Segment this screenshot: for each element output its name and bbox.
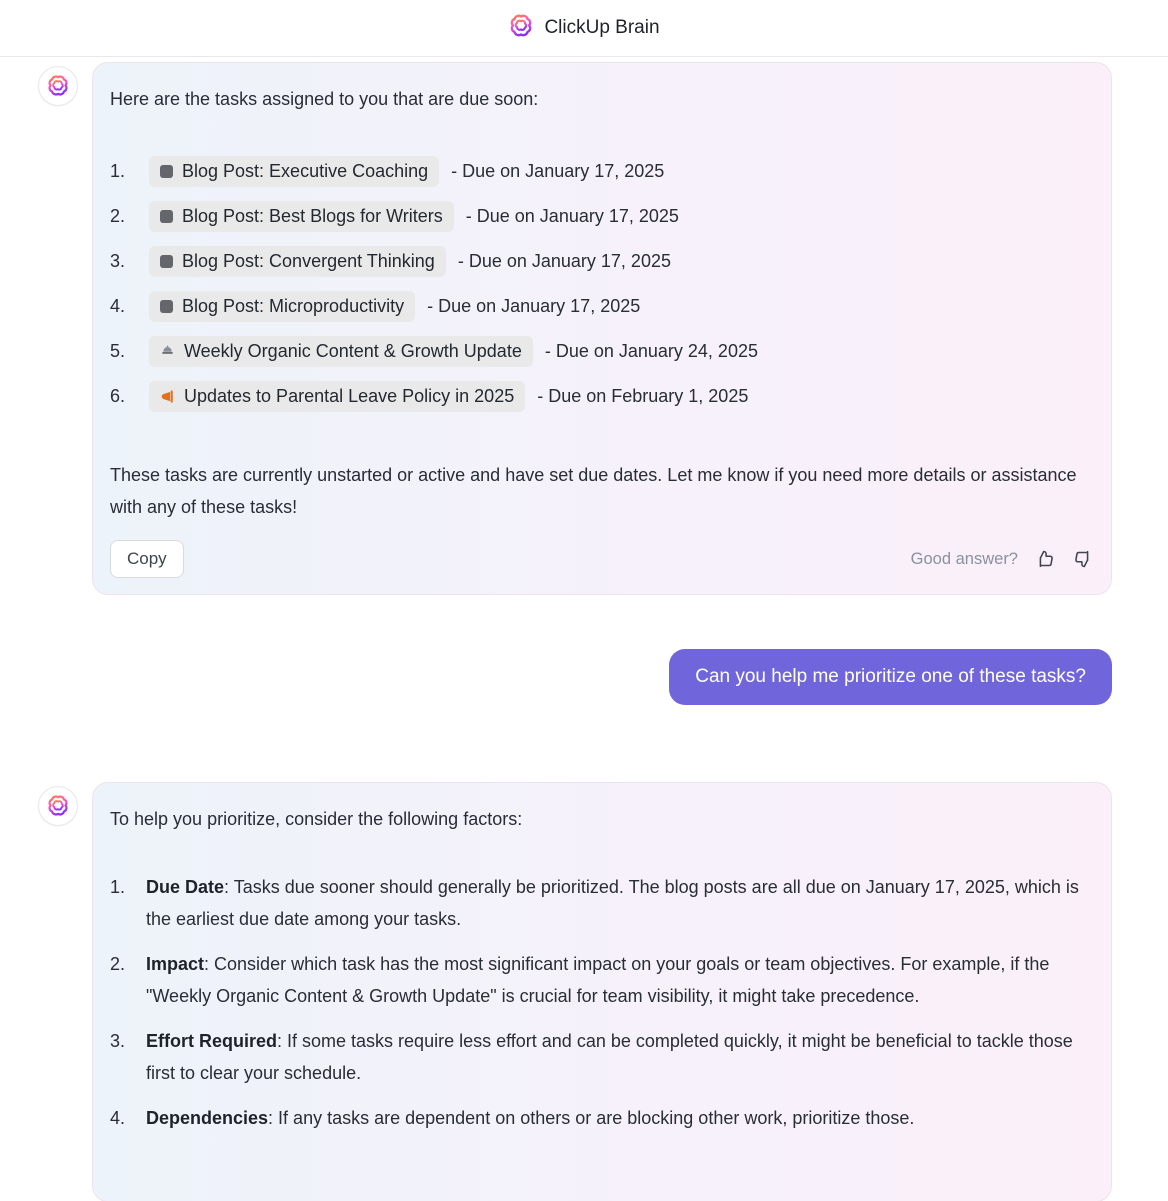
task-list-item: [110, 379, 1094, 413]
chat-area: [0, 62, 1168, 1201]
factor-text: [146, 872, 1094, 935]
factor-term: Effort Required: [146, 1031, 278, 1051]
list-number: 2.: [110, 954, 126, 974]
thumbs-down-icon: [1072, 548, 1094, 570]
task-square-icon: [160, 210, 173, 223]
task-chip[interactable]: [149, 336, 533, 367]
due-date-text: - Due on January 17, 2025: [457, 250, 671, 271]
factor-body: : If some tasks require less effort and can be completed quickly, it might be beneficial to tackle those first to clear your schedule.: [146, 1031, 1073, 1083]
factor-text: [146, 1026, 1094, 1089]
ai-message-card: [92, 782, 1112, 1201]
task-list-item: [110, 154, 1094, 188]
list-number: 6.: [110, 385, 126, 406]
thumbs-up-icon: [1034, 548, 1056, 570]
task-chip[interactable]: [149, 156, 439, 187]
factor-list-item: [110, 1103, 1094, 1135]
due-date-text: - Due on January 24, 2025: [544, 340, 758, 361]
thumbs-up-button[interactable]: [1034, 548, 1056, 570]
ai-message-card: [92, 62, 1112, 595]
due-date-text: - Due on January 17, 2025: [465, 205, 679, 226]
factor-body: : Consider which task has the most significant impact on your goals or team objectives. For example, if the "Weekly Organic Content & Growth Update" is crucial for team visibility, it might take precedence.: [146, 954, 1050, 1006]
ai-message-1: [38, 62, 1112, 595]
megaphone-icon: [160, 389, 175, 404]
message-intro: Here are the tasks assigned to you that are due soon:: [110, 89, 539, 109]
factor-term: Impact: [146, 954, 205, 974]
list-number: 2.: [110, 205, 126, 226]
factor-list-item: [110, 949, 1094, 1012]
app-header: [0, 0, 1168, 57]
task-chip[interactable]: [149, 201, 454, 232]
list-number: 3.: [110, 1031, 126, 1051]
list-number: 1.: [110, 877, 126, 897]
factor-term: Due Date: [146, 877, 225, 897]
brain-icon: [46, 74, 70, 98]
list-number: 4.: [110, 295, 126, 316]
page-title: ClickUp Brain: [544, 17, 660, 38]
feedback-controls: [911, 548, 1094, 570]
task-title: Blog Post: Microproductivity: [182, 295, 405, 316]
thumbs-down-button[interactable]: [1072, 548, 1094, 570]
task-title: Weekly Organic Content & Growth Update: [184, 340, 522, 361]
ai-avatar: [38, 66, 78, 106]
task-list: [110, 154, 1094, 413]
factor-list-item: [110, 1026, 1094, 1089]
task-title: Blog Post: Best Blogs for Writers: [182, 205, 443, 226]
task-square-icon: [160, 255, 173, 268]
factor-text: [146, 1103, 914, 1135]
list-number: 3.: [110, 250, 126, 271]
ai-message-2: [38, 782, 1112, 1201]
list-number: 4.: [110, 1108, 126, 1128]
factor-text: [146, 949, 1094, 1012]
clickup-brain-logo-icon: [508, 13, 534, 44]
list-number: 5.: [110, 340, 126, 361]
user-message-row: [38, 649, 1112, 705]
due-date-text: - Due on January 17, 2025: [427, 295, 641, 316]
factor-body: : Tasks due sooner should generally be prioritized. The blog posts are all due on January 17, 2025, which is the earliest due date among your tasks.: [146, 877, 1079, 929]
task-title: Updates to Parental Leave Policy in 2025: [184, 385, 515, 406]
factor-list-item: [110, 872, 1094, 935]
task-list-item: [110, 334, 1094, 368]
user-message-bubble: Can you help me prioritize one of these tasks?: [669, 649, 1112, 705]
task-list-item: [110, 289, 1094, 323]
task-chip[interactable]: [149, 246, 446, 277]
feedback-prompt: Good answer?: [910, 549, 1018, 568]
list-number: 1.: [110, 160, 126, 181]
task-square-icon: [160, 300, 173, 313]
message-intro: To help you prioritize, consider the following factors:: [110, 809, 523, 829]
message-outro: These tasks are currently unstarted or active and have set due dates. Let me know if you need more details or assistance with any of these tasks!: [110, 465, 1077, 517]
task-list-item: [110, 199, 1094, 233]
task-list-item: [110, 244, 1094, 278]
factor-body: : If any tasks are dependent on others or are blocking other work, prioritize those.: [268, 1108, 915, 1128]
brain-icon: [46, 794, 70, 818]
factor-term: Dependencies: [146, 1108, 269, 1128]
task-square-icon: [160, 165, 173, 178]
due-date-text: - Due on February 1, 2025: [537, 385, 749, 406]
task-title: Blog Post: Executive Coaching: [182, 160, 429, 181]
ai-avatar: [38, 786, 78, 826]
message-footer: [110, 540, 1094, 578]
task-chip[interactable]: [149, 381, 525, 412]
copy-button[interactable]: Copy: [110, 540, 184, 578]
factor-list: [110, 872, 1094, 1135]
task-chip[interactable]: [149, 291, 415, 322]
task-title: Blog Post: Convergent Thinking: [182, 250, 435, 271]
bell-icon: [160, 344, 175, 359]
due-date-text: - Due on January 17, 2025: [451, 160, 665, 181]
